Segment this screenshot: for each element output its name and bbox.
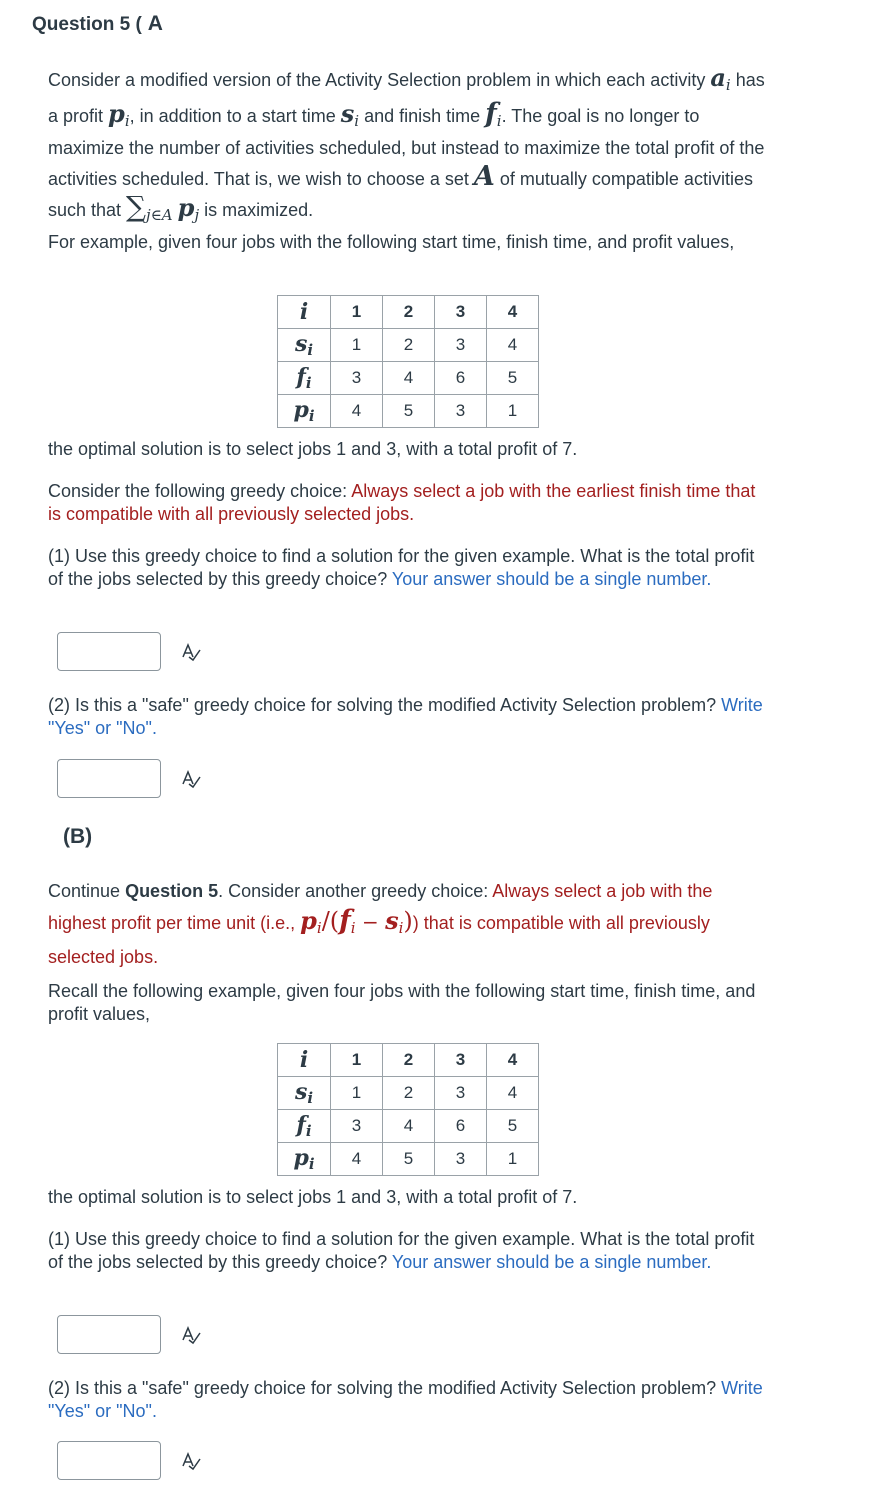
intro-text-2: has a profit xyxy=(48,70,765,126)
table-cell: 1 xyxy=(487,1143,539,1176)
math-ratio-f: f xyxy=(339,905,351,936)
greedy-lead-text: Consider the following greedy choice: xyxy=(48,481,352,501)
row-label-sub: i xyxy=(305,374,312,392)
greedy-choice-b xyxy=(48,877,766,972)
table-row xyxy=(278,329,539,362)
intro-text-7: is maximized. xyxy=(199,200,314,220)
question-a2-hint: Write "Yes" or "No". xyxy=(48,695,763,738)
greedy-choice-a xyxy=(48,480,766,526)
row-header-i xyxy=(278,296,331,329)
table-row xyxy=(278,395,539,428)
table-cell: 3 xyxy=(435,1143,487,1176)
math-p: p xyxy=(108,98,125,128)
optimal-solution-b: the optimal solution is to select jobs 1 and 3, with a total profit of 7. xyxy=(48,1187,578,1207)
math-a-sub: i xyxy=(725,76,731,94)
table-cell: 1 xyxy=(331,1044,383,1077)
table-cell: 3 xyxy=(435,1077,487,1110)
question-reference: Question 5 xyxy=(125,881,219,901)
row-label: p xyxy=(293,1145,309,1171)
table-cell: 3 xyxy=(435,1044,487,1077)
table-cell: 4 xyxy=(487,296,539,329)
answer-b2-input[interactable] xyxy=(57,1441,161,1480)
table-cell: 2 xyxy=(383,1044,435,1077)
greedy-choice-text: Always select a job with the earliest finish time that is compatible with all previously selected jobs. xyxy=(48,481,756,524)
question-a1-hint: Your answer should be a single number. xyxy=(391,569,712,589)
math-ratio-f-sub: i xyxy=(350,919,356,937)
table-cell: 5 xyxy=(383,395,435,428)
math-sum-sub: j∈A xyxy=(146,206,173,224)
table-cell: 6 xyxy=(435,1110,487,1143)
table-cell: 6 xyxy=(435,362,487,395)
table-cell: 3 xyxy=(435,329,487,362)
intro-text-1: Consider a modified version of the Activity Selection problem in which each activity xyxy=(48,70,711,90)
jobs-table-a xyxy=(277,295,539,428)
row-label: i xyxy=(299,1047,309,1073)
row-header-p xyxy=(278,1143,331,1176)
row-label: p xyxy=(293,397,309,423)
optimal-solution-a: the optimal solution is to select jobs 1 and 3, with a total profit of 7. xyxy=(48,439,578,459)
row-label: s xyxy=(294,1079,308,1105)
row-header-f xyxy=(278,1110,331,1143)
row-label-sub: i xyxy=(307,341,314,359)
question-a1 xyxy=(48,545,766,591)
greedy-b-lead2: . Consider another greedy choice: xyxy=(218,881,493,901)
math-ratio-s: s xyxy=(385,906,399,935)
greedy-b-choice1: Always select a job with the highest profit per time unit (i.e., xyxy=(48,881,713,933)
row-label-sub: i xyxy=(305,1122,312,1140)
spellcheck-icon[interactable] xyxy=(180,1324,202,1346)
math-ratio-s-sub: i xyxy=(398,919,404,937)
row-label: f xyxy=(296,364,306,390)
table-cell: 4 xyxy=(487,1044,539,1077)
example-intro: For example, given four jobs with the following start time, finish time, and profit values, xyxy=(48,232,735,252)
table-cell: 2 xyxy=(383,329,435,362)
question-a2 xyxy=(48,694,766,740)
table-cell: 5 xyxy=(487,1110,539,1143)
row-header-f xyxy=(278,362,331,395)
problem-statement xyxy=(48,64,766,230)
table-row xyxy=(278,1143,539,1176)
question-a2-text: (2) Is this a "safe" greedy choice for solving the modified Activity Selection problem? xyxy=(48,695,722,715)
math-ratio-end: ) xyxy=(403,907,413,935)
row-header-p xyxy=(278,395,331,428)
table-row xyxy=(278,296,539,329)
spellcheck-icon[interactable] xyxy=(180,1450,202,1472)
table-cell: 4 xyxy=(487,329,539,362)
spellcheck-icon[interactable] xyxy=(180,768,202,790)
math-f: f xyxy=(485,97,497,129)
intro-text-5: . The goal is no longer to maximize the number of activities scheduled, but instead to maximize the total profit of the activities scheduled. That is, we wish to choose a set xyxy=(48,105,765,189)
math-p-sub: i xyxy=(124,111,130,130)
intro-text-4: and finish time xyxy=(359,105,486,126)
row-header-i xyxy=(278,1044,331,1077)
table-cell: 4 xyxy=(331,395,383,428)
greedy-b-lead1: Continue xyxy=(48,881,126,901)
question-b1-text: (1) Use this greedy choice to find a solution for the given example. What is the total profit of the jobs selected by this greedy choice? xyxy=(48,1229,755,1272)
math-s-sub: i xyxy=(354,111,360,130)
question-title xyxy=(32,12,163,36)
row-label-sub: i xyxy=(308,1155,315,1173)
question-b2-hint: Write "Yes" or "No". xyxy=(48,1378,763,1421)
row-header-s xyxy=(278,329,331,362)
question-title-text: Question 5 ( xyxy=(32,14,142,35)
question-b1-hint: Your answer should be a single number. xyxy=(391,1252,712,1272)
math-ratio-minus: − xyxy=(355,910,386,934)
table-cell: 1 xyxy=(331,1077,383,1110)
jobs-table-b xyxy=(277,1043,539,1176)
table-cell: 1 xyxy=(331,296,383,329)
row-label: i xyxy=(299,299,309,325)
table-cell: 2 xyxy=(383,296,435,329)
math-ratio-p: p xyxy=(300,906,317,935)
math-f-sub: i xyxy=(496,111,502,130)
greedy-b-choice2: ) that is compatible with all previously selected jobs. xyxy=(48,913,710,967)
math-ratio-p-sub: i xyxy=(316,919,322,937)
row-header-s xyxy=(278,1077,331,1110)
math-a: a xyxy=(710,63,726,92)
table-row xyxy=(278,1044,539,1077)
part-b-label: (B) xyxy=(63,825,93,848)
table-row xyxy=(278,362,539,395)
math-pj-sub: j xyxy=(194,206,200,224)
table-cell: 3 xyxy=(331,1110,383,1143)
intro-text-3: , in addition to a start time xyxy=(129,105,341,126)
table-cell: 5 xyxy=(383,1143,435,1176)
table-cell: 3 xyxy=(331,362,383,395)
spellcheck-icon[interactable] xyxy=(180,641,202,663)
table-row xyxy=(278,1110,539,1143)
row-label-sub: i xyxy=(307,1089,314,1107)
answer-b1-input[interactable] xyxy=(57,1315,161,1354)
table-cell: 3 xyxy=(435,395,487,428)
table-cell: 2 xyxy=(383,1077,435,1110)
table-cell: 4 xyxy=(331,1143,383,1176)
math-set-a: A xyxy=(473,160,495,192)
table-cell: 5 xyxy=(487,362,539,395)
math-sum: ∑ xyxy=(126,190,147,223)
question-b1 xyxy=(48,1228,766,1274)
table-cell: 4 xyxy=(487,1077,539,1110)
math-ratio-mid: /( xyxy=(321,907,340,935)
table-cell: 4 xyxy=(383,1110,435,1143)
table-row xyxy=(278,1077,539,1110)
answer-a2-input[interactable] xyxy=(57,759,161,798)
table-cell: 1 xyxy=(331,329,383,362)
table-cell: 3 xyxy=(435,296,487,329)
row-label: f xyxy=(296,1112,306,1138)
question-a1-text: (1) Use this greedy choice to find a solution for the given example. What is the total profit of the jobs selected by this greedy choice? xyxy=(48,546,755,589)
table-cell: 1 xyxy=(487,395,539,428)
intro-text-6: of mutually compatible activities such that xyxy=(48,168,753,220)
row-label: s xyxy=(294,331,308,357)
row-label-sub: i xyxy=(308,407,315,425)
table-cell: 4 xyxy=(383,362,435,395)
math-s: s xyxy=(340,98,355,128)
answer-a1-input[interactable] xyxy=(57,632,161,671)
math-pj: p xyxy=(177,193,195,222)
recall-intro: Recall the following example, given four jobs with the following start time, finish time, and profit values, xyxy=(48,981,756,1024)
question-b2 xyxy=(48,1377,766,1423)
question-b2-text: (2) Is this a "safe" greedy choice for solving the modified Activity Selection problem? xyxy=(48,1378,722,1398)
part-a-label: A xyxy=(147,12,163,35)
